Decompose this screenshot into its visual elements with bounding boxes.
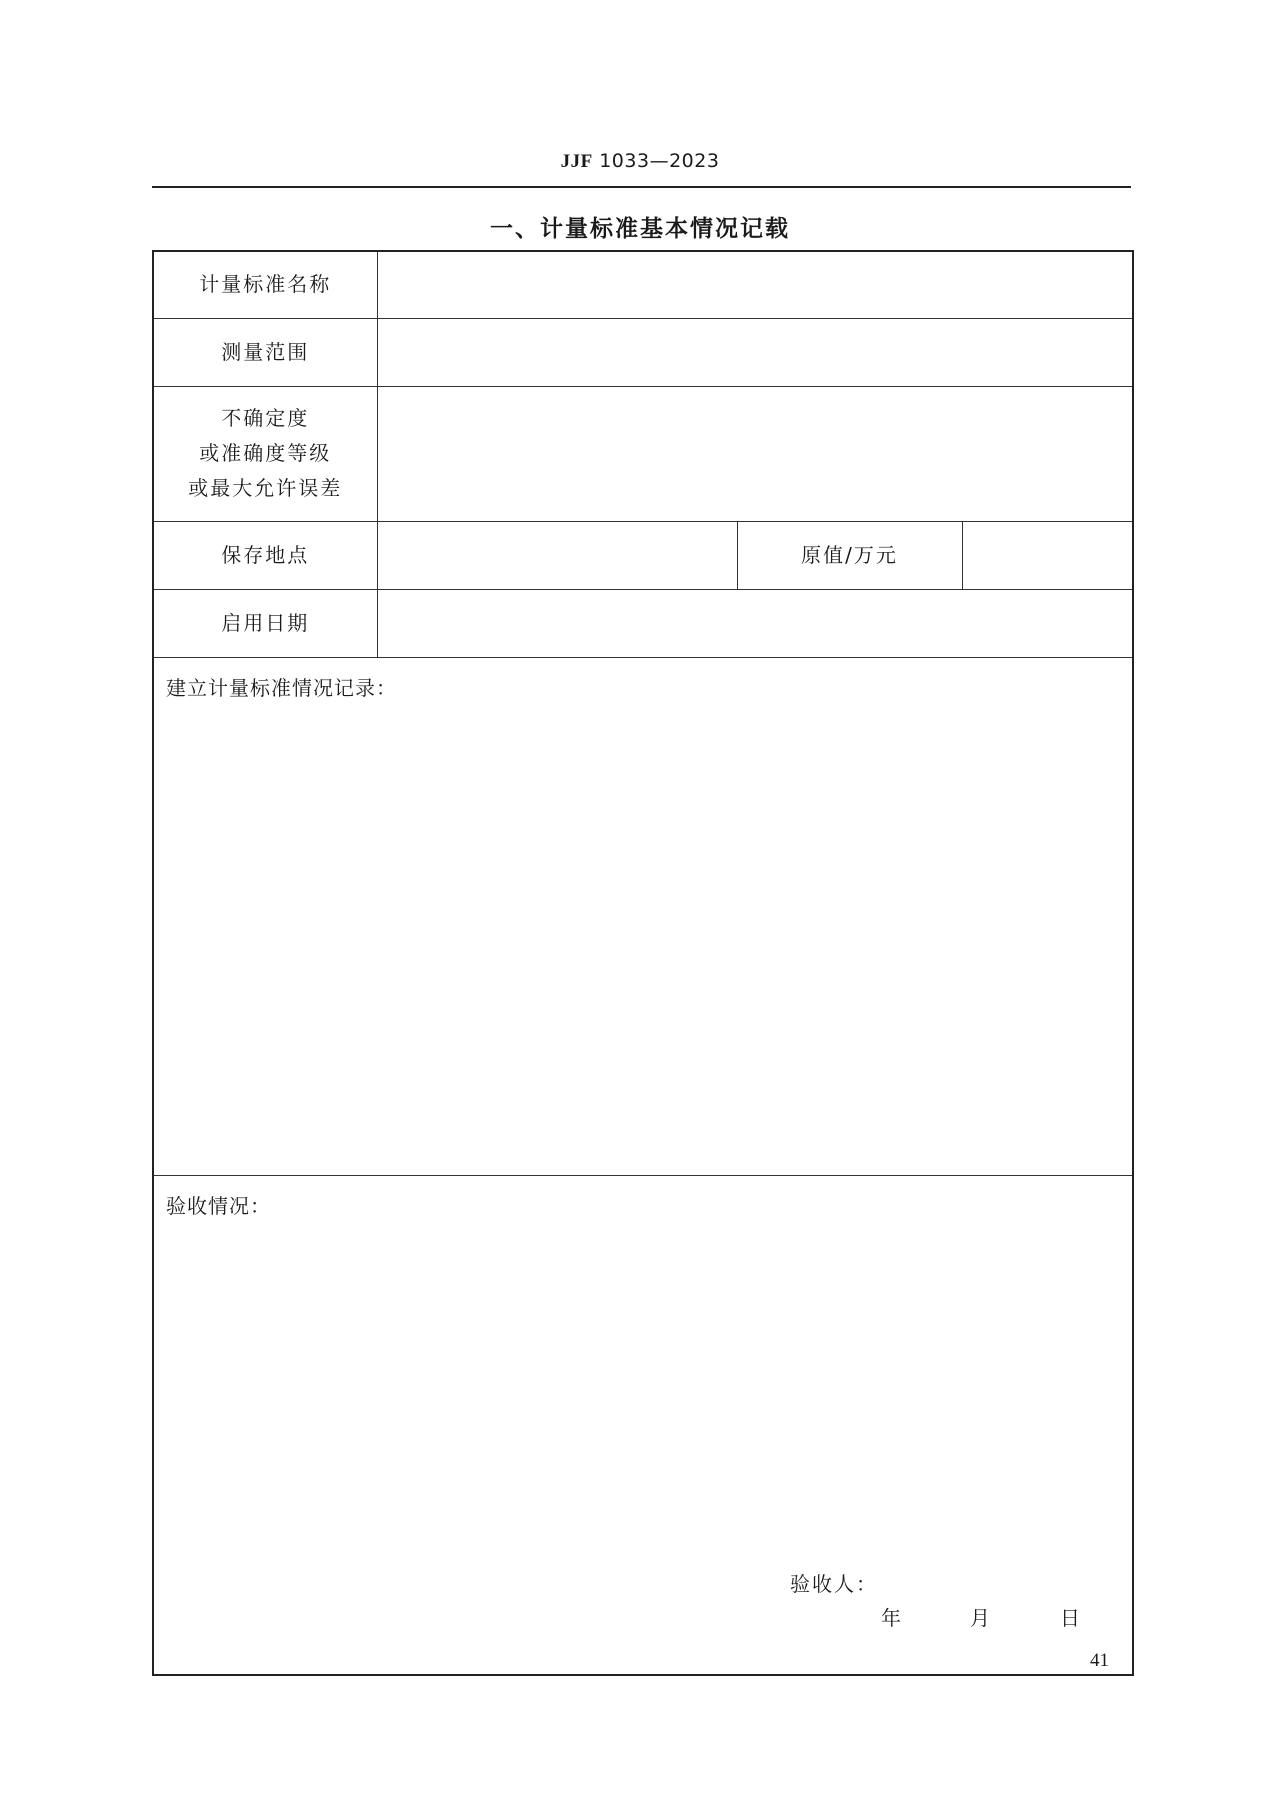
standard-number: 1033—2023 [599, 150, 720, 172]
acceptance-inner [166, 1190, 1132, 1664]
label-start-date: 启用日期 [153, 589, 377, 657]
page-title: 一、计量标准基本情况记载 [490, 216, 790, 242]
label-measurement-range: 测量范围 [153, 318, 377, 386]
row-record-section [153, 657, 1133, 1175]
label-storage-location: 保存地点 [153, 521, 377, 589]
label-uncertainty [153, 386, 377, 521]
field-original-value[interactable] [962, 521, 1133, 589]
label-uncertainty-line-3: 或最大允许误差 [188, 476, 343, 500]
date-month-label: 月 [970, 1605, 991, 1630]
running-header [0, 150, 1280, 173]
row-uncertainty [153, 386, 1133, 521]
field-measurement-range[interactable] [377, 318, 1133, 386]
record-form-table [152, 250, 1134, 1676]
header-rule [152, 186, 1131, 188]
row-acceptance-section [153, 1175, 1133, 1675]
label-uncertainty-line-2: 或准确度等级 [199, 441, 332, 465]
row-storage-location [153, 521, 1133, 589]
signer-block [790, 1568, 1090, 1648]
page-number: 41 [1090, 1650, 1109, 1671]
signer-label: 验收人： [790, 1571, 878, 1596]
row-start-date [153, 589, 1133, 657]
date-year-label: 年 [881, 1605, 902, 1630]
date-day-label: 日 [1060, 1605, 1081, 1630]
acceptance-section[interactable] [153, 1175, 1133, 1675]
standard-code: JJF [560, 151, 593, 172]
acceptance-label: 验收情况： [166, 1193, 271, 1218]
label-original-value: 原值/万元 [737, 521, 962, 589]
row-measurement-range [153, 318, 1133, 386]
field-storage-location[interactable] [377, 521, 737, 589]
label-standard-name: 计量标准名称 [153, 251, 377, 318]
field-standard-name[interactable] [377, 251, 1133, 318]
record-section-label: 建立计量标准情况记录： [166, 675, 397, 700]
row-standard-name [153, 251, 1133, 318]
record-section[interactable] [153, 657, 1133, 1175]
label-uncertainty-line-1: 不确定度 [221, 406, 310, 430]
field-uncertainty[interactable] [377, 386, 1133, 521]
field-start-date[interactable] [377, 589, 1133, 657]
